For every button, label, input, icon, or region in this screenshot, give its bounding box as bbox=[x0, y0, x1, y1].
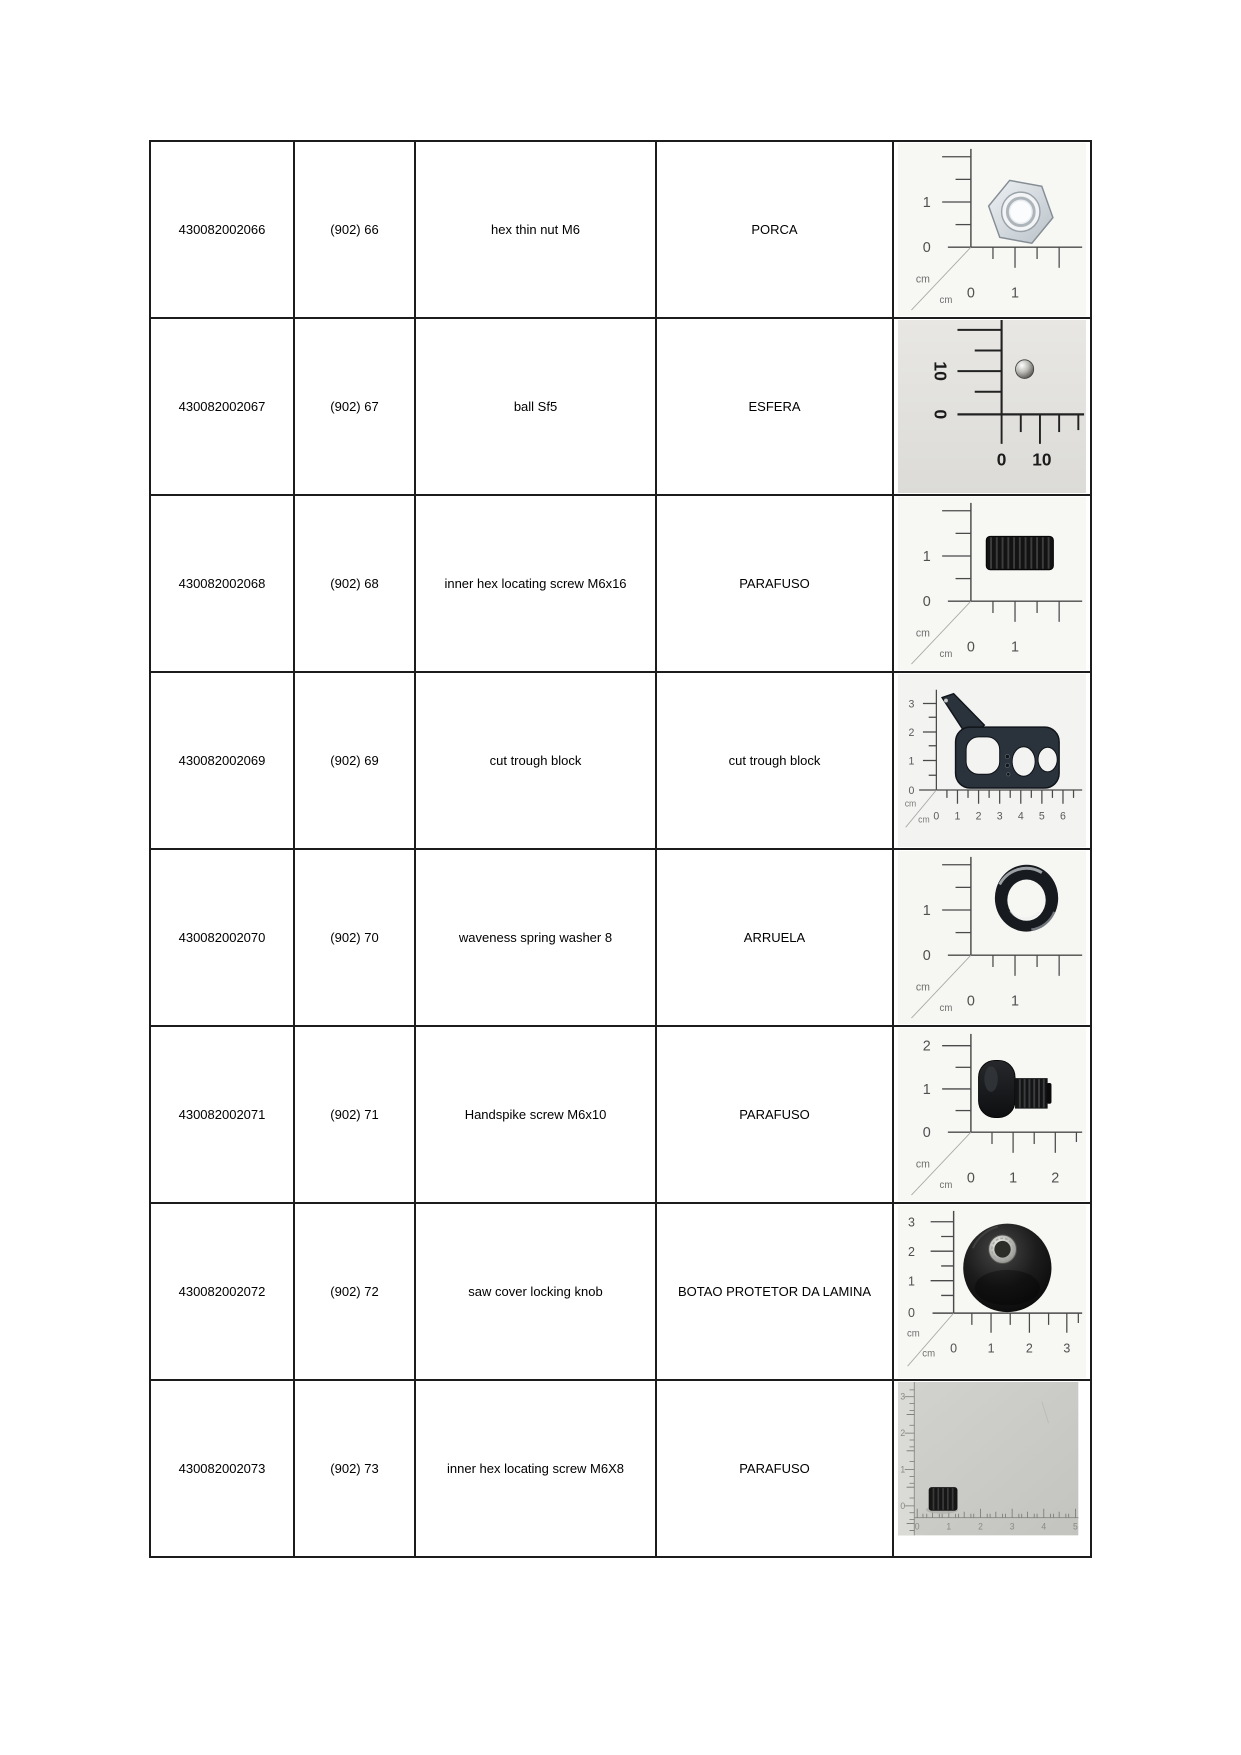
reference-cell: (902) 67 bbox=[294, 318, 415, 495]
table-row bbox=[150, 495, 1091, 672]
ruler-unit: cm bbox=[915, 273, 930, 286]
ruler-label: 3 bbox=[908, 698, 915, 711]
ruler-label: 1 bbox=[1011, 993, 1020, 1010]
reference-cell: (902) 66 bbox=[294, 141, 415, 318]
locking-knob-graphic bbox=[963, 1224, 1051, 1312]
photo-cell bbox=[893, 849, 1091, 1026]
ruler-label: 10 bbox=[930, 361, 951, 381]
description-pt-cell: ARRUELA bbox=[656, 849, 893, 1026]
ruler-label: 3 bbox=[1009, 1521, 1015, 1532]
description-pt-cell: PARAFUSO bbox=[656, 495, 893, 672]
part-photo-hex-nut bbox=[898, 143, 1086, 316]
ruler-label: 3 bbox=[900, 1391, 906, 1402]
ruler-label: 3 bbox=[907, 1215, 915, 1230]
ruler-unit: cm bbox=[915, 981, 930, 994]
ruler-label: 1 bbox=[946, 1521, 952, 1532]
ruler-label: 1 bbox=[987, 1341, 995, 1356]
ruler-label: 0 bbox=[966, 1170, 975, 1187]
description-pt-cell: PARAFUSO bbox=[656, 1026, 893, 1203]
table-row bbox=[150, 1380, 1091, 1557]
reference-cell: (902) 71 bbox=[294, 1026, 415, 1203]
part-number-cell: 430082002066 bbox=[150, 141, 294, 318]
ruler-label: 0 bbox=[922, 947, 931, 965]
description-en-cell: cut trough block bbox=[415, 672, 656, 849]
ruler-unit: cm bbox=[922, 1348, 936, 1360]
ruler-unit: cm bbox=[904, 798, 917, 809]
ruler-label: 5 bbox=[1038, 810, 1045, 823]
ruler-unit: cm bbox=[915, 627, 930, 640]
ruler-label: 0 bbox=[966, 993, 975, 1010]
reference-cell: (902) 72 bbox=[294, 1203, 415, 1380]
part-photo-handspike-screw bbox=[898, 1028, 1086, 1201]
ruler-label: 4 bbox=[1041, 1521, 1047, 1532]
description-pt-cell: cut trough block bbox=[656, 672, 893, 849]
part-number-cell: 430082002072 bbox=[150, 1203, 294, 1380]
description-pt-cell: PARAFUSO bbox=[656, 1380, 893, 1557]
reference-cell: (902) 69 bbox=[294, 672, 415, 849]
reference-cell: (902) 70 bbox=[294, 849, 415, 1026]
part-number-cell: 430082002067 bbox=[150, 318, 294, 495]
ruler-label: 0 bbox=[922, 239, 931, 257]
photo-cell bbox=[893, 672, 1091, 849]
ruler-label: 2 bbox=[908, 726, 915, 739]
part-number-cell: 430082002071 bbox=[150, 1026, 294, 1203]
photo-cell bbox=[893, 495, 1091, 672]
ruler-label: 0 bbox=[907, 1305, 915, 1321]
ruler-label: 1 bbox=[907, 1274, 915, 1289]
table-row bbox=[150, 672, 1091, 849]
description-pt-cell: ESFERA bbox=[656, 318, 893, 495]
description-en-cell: ball Sf5 bbox=[415, 318, 656, 495]
ruler-label: 0 bbox=[933, 810, 940, 823]
photo-cell bbox=[893, 1203, 1091, 1380]
ruler-unit: cm bbox=[915, 1158, 930, 1171]
description-en-cell: inner hex locating screw M6X8 bbox=[415, 1380, 656, 1557]
ruler-label: 2 bbox=[1025, 1341, 1033, 1356]
part-photo-wave-washer bbox=[898, 851, 1086, 1024]
ruler-label: 1 bbox=[908, 755, 915, 768]
description-en-cell: saw cover locking knob bbox=[415, 1203, 656, 1380]
ruler-label: 2 bbox=[900, 1427, 906, 1439]
table-row bbox=[150, 141, 1091, 318]
ruler-unit: cm bbox=[939, 295, 953, 307]
ruler-label: 0 bbox=[966, 285, 975, 302]
ruler-label: 0 bbox=[950, 1341, 958, 1356]
description-pt-cell: PORCA bbox=[656, 141, 893, 318]
ruler-label: 2 bbox=[978, 1521, 983, 1532]
ruler-label: 0 bbox=[922, 593, 931, 611]
grub-screw-graphic bbox=[986, 536, 1053, 569]
ruler-label: 1 bbox=[922, 1081, 931, 1098]
ruler-unit: cm bbox=[918, 814, 930, 825]
ruler-label: 1 bbox=[1009, 1170, 1018, 1187]
ruler-label: 1 bbox=[1011, 639, 1020, 656]
wave-washer-graphic bbox=[995, 865, 1058, 932]
steel-ball-graphic bbox=[1016, 360, 1034, 379]
part-number-cell: 430082002073 bbox=[150, 1380, 294, 1557]
ruler-label: 2 bbox=[975, 810, 982, 823]
table-row bbox=[150, 1203, 1091, 1380]
ruler-unit: cm bbox=[939, 649, 953, 661]
table-row bbox=[150, 318, 1091, 495]
description-en-cell: inner hex locating screw M6x16 bbox=[415, 495, 656, 672]
ruler-label: 1 bbox=[922, 194, 931, 211]
part-number-cell: 430082002068 bbox=[150, 495, 294, 672]
description-en-cell: Handspike screw M6x10 bbox=[415, 1026, 656, 1203]
table-row bbox=[150, 849, 1091, 1026]
ruler-label: 0 bbox=[930, 409, 951, 420]
reference-cell: (902) 73 bbox=[294, 1380, 415, 1557]
ruler-label: 1 bbox=[954, 810, 961, 823]
part-number-cell: 430082002069 bbox=[150, 672, 294, 849]
ruler-label: 2 bbox=[907, 1244, 915, 1260]
part-photo-grub-screw bbox=[898, 497, 1086, 670]
photo-cell bbox=[893, 1380, 1091, 1557]
part-photo-grub-screw-m6x8 bbox=[898, 1382, 1086, 1555]
ruler-label: 0 bbox=[900, 1500, 906, 1511]
part-photo-cut-trough-block bbox=[898, 674, 1086, 847]
parts-table bbox=[149, 140, 1092, 1558]
part-photo-locking-knob bbox=[898, 1205, 1086, 1378]
reference-cell: (902) 68 bbox=[294, 495, 415, 672]
ruler-unit: cm bbox=[906, 1328, 920, 1340]
ruler-label: 5 bbox=[1073, 1521, 1078, 1532]
ruler-label: 3 bbox=[1063, 1341, 1071, 1356]
ruler-label: 10 bbox=[1032, 449, 1052, 470]
ruler-label: 0 bbox=[914, 1521, 920, 1532]
photo-cell bbox=[893, 318, 1091, 495]
ruler-label: 1 bbox=[922, 548, 931, 565]
ruler-label: 1 bbox=[1011, 285, 1020, 302]
ruler-label: 2 bbox=[922, 1038, 931, 1055]
photo-cell bbox=[893, 141, 1091, 318]
ruler-label: 0 bbox=[922, 1124, 931, 1142]
ruler-label: 3 bbox=[996, 810, 1003, 823]
photo-cell bbox=[893, 1026, 1091, 1203]
ruler-label: 1 bbox=[900, 1464, 906, 1475]
ruler-label: 0 bbox=[996, 449, 1007, 470]
ruler-label: 2 bbox=[1051, 1170, 1060, 1187]
ruler-label: 1 bbox=[922, 902, 931, 919]
ruler-label: 0 bbox=[908, 784, 915, 797]
description-en-cell: waveness spring washer 8 bbox=[415, 849, 656, 1026]
ruler-label: 0 bbox=[966, 639, 975, 656]
part-number-cell: 430082002070 bbox=[150, 849, 294, 1026]
table-row bbox=[150, 1026, 1091, 1203]
description-pt-cell: BOTAO PROTETOR DA LAMINA bbox=[656, 1203, 893, 1380]
ruler-unit: cm bbox=[939, 1003, 953, 1015]
ruler-label: 6 bbox=[1060, 810, 1066, 823]
ruler-unit: cm bbox=[939, 1180, 953, 1192]
description-en-cell: hex thin nut M6 bbox=[415, 141, 656, 318]
part-photo-steel-ball bbox=[898, 320, 1086, 493]
ruler-label: 4 bbox=[1017, 810, 1024, 823]
